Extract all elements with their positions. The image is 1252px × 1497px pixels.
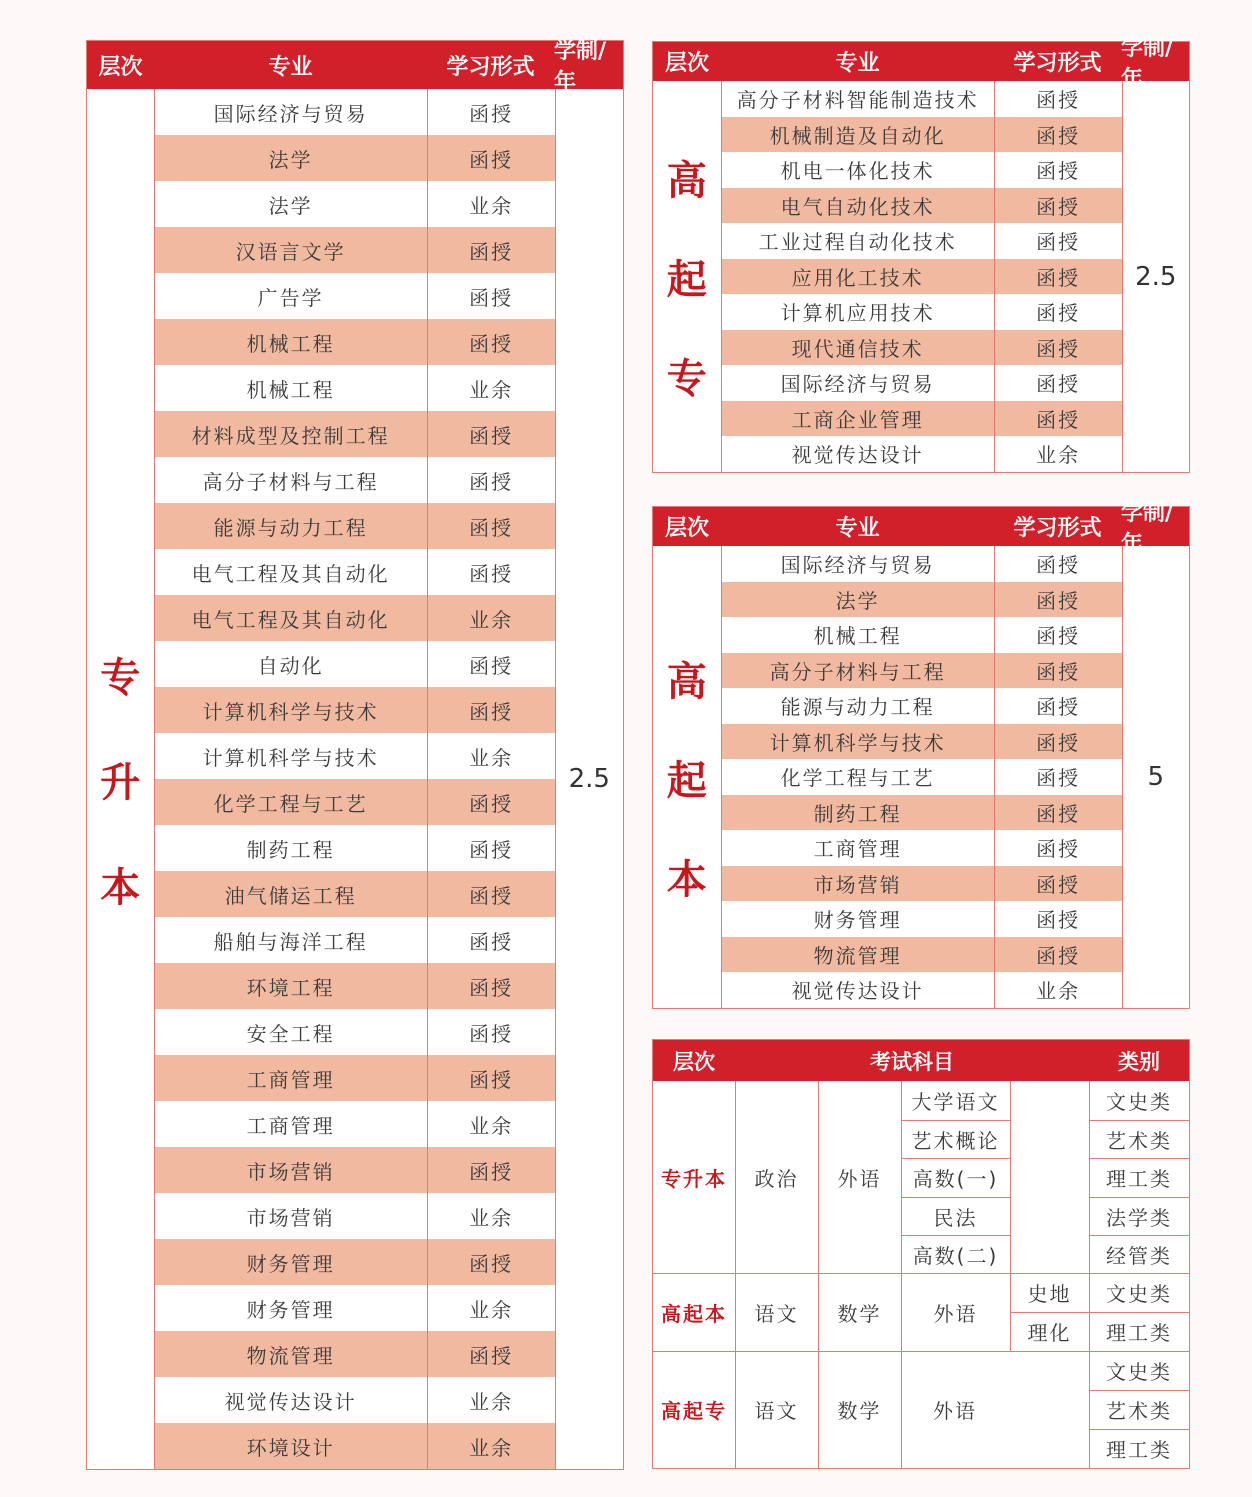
major-cell: 制药工程 xyxy=(155,825,428,871)
exam-subject: 外语 xyxy=(933,1399,977,1423)
form-cell: 函授 xyxy=(1036,230,1081,255)
table-row xyxy=(722,223,1122,259)
major-cell: 制药工程 xyxy=(722,795,995,831)
table-row xyxy=(155,549,555,595)
table-row xyxy=(155,871,555,917)
exam-category: 理工类 xyxy=(1106,1321,1172,1345)
table-row xyxy=(155,917,555,963)
major-cell: 化学工程与工艺 xyxy=(155,779,428,825)
major-cell: 视觉传达设计 xyxy=(722,436,995,472)
major-cell: 高分子材料与工程 xyxy=(155,457,428,503)
form-cell: 函授 xyxy=(469,975,514,1000)
header-level: 层次 xyxy=(664,51,709,76)
table-row xyxy=(722,830,1122,866)
exam-subject: 语文 xyxy=(754,1399,799,1423)
major-cell: 工商管理 xyxy=(155,1055,428,1101)
exam-header-subjects: 考试科目 xyxy=(870,1049,954,1074)
form-cell: 函授 xyxy=(1036,407,1081,432)
major-cell: 能源与动力工程 xyxy=(722,688,995,724)
major-cell: 计算机科学与技术 xyxy=(155,687,428,733)
major-cell: 机械工程 xyxy=(155,365,428,411)
level-label: 高 起 专 xyxy=(653,81,722,472)
form-cell: 函授 xyxy=(469,331,514,356)
form-cell: 业余 xyxy=(1036,443,1081,468)
major-cell: 工商管理 xyxy=(722,830,995,866)
header-duration: 学制/年 xyxy=(1121,500,1174,557)
exam-subject: 外语 xyxy=(837,1166,882,1191)
table-gqb xyxy=(652,500,1190,1009)
form-cell: 函授 xyxy=(1036,837,1081,862)
table-row xyxy=(155,503,555,549)
table-row xyxy=(722,546,1122,582)
major-cell: 化学工程与工艺 xyxy=(722,759,995,795)
exam-category: 文史类 xyxy=(1106,1090,1172,1114)
exam-subject: 高数(一) xyxy=(912,1167,999,1191)
major-cell: 环境工程 xyxy=(155,963,428,1009)
form-cell: 函授 xyxy=(469,423,514,448)
table-row xyxy=(722,259,1122,295)
major-cell: 高分子材料与工程 xyxy=(722,653,995,689)
level-label: 专 升 本 xyxy=(87,89,155,1469)
table-header xyxy=(653,500,1189,557)
header-form: 学习形式 xyxy=(1013,516,1102,541)
table-row xyxy=(155,273,555,319)
exam-category: 艺术类 xyxy=(1106,1128,1172,1153)
form-cell: 函授 xyxy=(1036,88,1081,113)
table-row xyxy=(722,901,1122,937)
table-row xyxy=(155,227,555,273)
major-cell: 市场营销 xyxy=(155,1147,428,1193)
form-cell: 函授 xyxy=(469,1067,514,1092)
table-row xyxy=(722,436,1122,472)
form-cell: 函授 xyxy=(469,883,514,908)
major-cell: 计算机科学与技术 xyxy=(155,733,428,779)
table-row xyxy=(155,1101,555,1147)
header-major: 专业 xyxy=(835,516,880,541)
major-cell: 机械工程 xyxy=(722,617,995,653)
major-cell: 现代通信技术 xyxy=(722,330,995,366)
form-cell: 函授 xyxy=(1036,301,1081,326)
form-cell: 函授 xyxy=(1036,159,1081,184)
form-cell: 函授 xyxy=(469,515,514,540)
major-cell: 电气工程及其自动化 xyxy=(155,595,428,641)
table-row xyxy=(722,401,1122,437)
major-cell: 能源与动力工程 xyxy=(155,503,428,549)
major-cell: 法学 xyxy=(155,135,428,181)
table-row xyxy=(155,1285,555,1331)
form-cell: 函授 xyxy=(1036,372,1081,397)
form-cell: 函授 xyxy=(1036,194,1081,219)
major-cell: 市场营销 xyxy=(722,866,995,902)
major-cell: 环境设计 xyxy=(155,1423,428,1469)
table-header xyxy=(87,39,623,95)
table-row xyxy=(155,181,555,227)
exam-level-zsb: 专升本 xyxy=(661,1166,727,1191)
header-level: 层次 xyxy=(664,516,709,541)
table-row xyxy=(155,365,555,411)
exam-header xyxy=(653,1040,1189,1081)
form-cell: 函授 xyxy=(469,561,514,586)
form-cell: 函授 xyxy=(1036,624,1081,649)
exam-header-level: 层次 xyxy=(673,1049,715,1074)
form-cell: 函授 xyxy=(469,791,514,816)
header-duration: 学制/年 xyxy=(554,39,607,95)
table-row xyxy=(155,733,555,779)
form-cell: 函授 xyxy=(469,469,514,494)
table-row xyxy=(722,81,1122,117)
form-cell: 函授 xyxy=(1036,766,1081,791)
major-cell: 物流管理 xyxy=(722,937,995,973)
table-row xyxy=(722,152,1122,188)
major-cell: 船舶与海洋工程 xyxy=(155,917,428,963)
level-label: 高 起 本 xyxy=(653,546,722,1008)
form-cell: 函授 xyxy=(469,1343,514,1368)
exam-subject: 史地 xyxy=(1027,1282,1072,1306)
exam-subject: 艺术概论 xyxy=(911,1128,1000,1153)
table-row xyxy=(155,89,555,135)
exam-category: 经管类 xyxy=(1106,1243,1172,1268)
major-cell: 机电一体化技术 xyxy=(722,152,995,188)
major-cell: 高分子材料智能制造技术 xyxy=(722,81,995,117)
exam-category: 法学类 xyxy=(1106,1205,1172,1230)
exam-category: 理工类 xyxy=(1106,1167,1172,1191)
major-cell: 国际经济与贸易 xyxy=(722,546,995,582)
header-form: 学习形式 xyxy=(446,54,535,80)
table-row xyxy=(722,972,1122,1008)
table-row xyxy=(155,779,555,825)
exam-category: 文史类 xyxy=(1106,1282,1172,1306)
form-cell: 函授 xyxy=(469,699,514,724)
major-cell: 工业过程自动化技术 xyxy=(722,223,995,259)
duration-value: 2.5 xyxy=(1122,81,1190,472)
form-cell: 函授 xyxy=(1036,943,1081,968)
major-cell: 应用化工技术 xyxy=(722,259,995,295)
major-cell: 法学 xyxy=(722,582,995,618)
table-row xyxy=(155,1193,555,1239)
table-row xyxy=(155,1377,555,1423)
major-cell: 机械制造及自动化 xyxy=(722,117,995,153)
duration-value: 5 xyxy=(1122,546,1190,1008)
major-cell: 工商企业管理 xyxy=(722,401,995,437)
exam-subject: 外语 xyxy=(933,1301,978,1326)
form-cell: 函授 xyxy=(469,1251,514,1276)
form-cell: 函授 xyxy=(1036,659,1081,684)
major-cell: 财务管理 xyxy=(722,901,995,937)
exam-category: 理工类 xyxy=(1106,1438,1172,1462)
form-cell: 函授 xyxy=(1036,123,1081,148)
form-cell: 业余 xyxy=(469,607,514,632)
form-cell: 函授 xyxy=(1036,265,1081,290)
table-row xyxy=(155,135,555,181)
major-cell: 视觉传达设计 xyxy=(155,1377,428,1423)
major-list xyxy=(722,546,1122,1008)
major-cell: 工商管理 xyxy=(155,1101,428,1147)
header-form: 学习形式 xyxy=(1013,51,1102,76)
form-cell: 函授 xyxy=(1036,908,1081,933)
form-cell: 函授 xyxy=(1036,553,1081,578)
major-cell: 汉语言文学 xyxy=(155,227,428,273)
header-major: 专业 xyxy=(268,54,313,80)
exam-category: 艺术类 xyxy=(1106,1399,1172,1423)
table-row xyxy=(155,411,555,457)
form-cell: 业余 xyxy=(469,377,514,402)
table-row xyxy=(155,687,555,733)
form-cell: 业余 xyxy=(469,1205,514,1230)
table-row xyxy=(722,795,1122,831)
exam-category: 文史类 xyxy=(1106,1360,1172,1384)
form-cell: 业余 xyxy=(469,1389,514,1414)
major-cell: 电气工程及其自动化 xyxy=(155,549,428,595)
table-row xyxy=(155,963,555,1009)
exam-subject: 民法 xyxy=(933,1205,978,1230)
exam-header-category: 类别 xyxy=(1118,1049,1160,1074)
table-row xyxy=(155,1239,555,1285)
major-cell: 国际经济与贸易 xyxy=(155,89,428,135)
exam-subject: 高数(二) xyxy=(912,1243,999,1268)
major-cell: 安全工程 xyxy=(155,1009,428,1055)
form-cell: 函授 xyxy=(1036,730,1081,755)
form-cell: 函授 xyxy=(469,239,514,264)
table-row xyxy=(155,457,555,503)
header-level: 层次 xyxy=(98,54,143,80)
form-cell: 函授 xyxy=(469,285,514,310)
table-row xyxy=(155,595,555,641)
major-cell: 视觉传达设计 xyxy=(722,972,995,1008)
table-row xyxy=(722,117,1122,153)
exam-subject: 数学 xyxy=(837,1399,882,1423)
major-cell: 法学 xyxy=(155,181,428,227)
major-list xyxy=(155,89,555,1469)
table-row xyxy=(155,1331,555,1377)
table-row xyxy=(722,365,1122,401)
form-cell: 业余 xyxy=(469,745,514,770)
major-cell: 财务管理 xyxy=(155,1239,428,1285)
duration-value: 2.5 xyxy=(555,89,624,1469)
table-row xyxy=(722,688,1122,724)
exam-subject: 理化 xyxy=(1027,1321,1072,1345)
table-row xyxy=(722,653,1122,689)
major-cell: 物流管理 xyxy=(155,1331,428,1377)
form-cell: 函授 xyxy=(469,1021,514,1046)
table-row xyxy=(722,330,1122,366)
major-cell: 材料成型及控制工程 xyxy=(155,411,428,457)
exam-table xyxy=(652,1039,1190,1469)
form-cell: 函授 xyxy=(1036,872,1081,897)
major-cell: 财务管理 xyxy=(155,1285,428,1331)
form-cell: 函授 xyxy=(469,929,514,954)
table-row xyxy=(155,825,555,871)
table-row xyxy=(155,1423,555,1469)
table-row xyxy=(155,319,555,365)
header-major: 专业 xyxy=(835,51,880,76)
major-list xyxy=(722,81,1122,472)
table-row xyxy=(722,582,1122,618)
exam-subject: 大学语文 xyxy=(911,1090,1000,1114)
table-row xyxy=(155,1055,555,1101)
table-row xyxy=(155,1147,555,1193)
form-cell: 函授 xyxy=(469,101,514,126)
exam-subject: 政治 xyxy=(754,1166,799,1191)
form-cell: 函授 xyxy=(469,653,514,678)
major-cell: 计算机科学与技术 xyxy=(722,724,995,760)
table-row xyxy=(722,188,1122,224)
form-cell: 函授 xyxy=(1036,695,1081,720)
table-row xyxy=(722,866,1122,902)
major-cell: 自动化 xyxy=(155,641,428,687)
form-cell: 业余 xyxy=(469,193,514,218)
table-gqz xyxy=(652,35,1190,473)
table-zsb xyxy=(86,40,624,1470)
header-duration: 学制/年 xyxy=(1121,35,1174,92)
table-row xyxy=(722,294,1122,330)
form-cell: 业余 xyxy=(469,1297,514,1322)
major-cell: 计算机应用技术 xyxy=(722,294,995,330)
table-row xyxy=(155,641,555,687)
major-cell: 国际经济与贸易 xyxy=(722,365,995,401)
exam-subject: 数学 xyxy=(837,1301,882,1326)
form-cell: 业余 xyxy=(469,1113,514,1138)
form-cell: 函授 xyxy=(1036,588,1081,613)
table-row xyxy=(722,937,1122,973)
exam-level-gqb: 高起本 xyxy=(661,1301,727,1326)
table-row xyxy=(155,1009,555,1055)
major-cell: 广告学 xyxy=(155,273,428,319)
form-cell: 函授 xyxy=(469,837,514,862)
major-cell: 市场营销 xyxy=(155,1193,428,1239)
form-cell: 函授 xyxy=(469,147,514,172)
form-cell: 业余 xyxy=(1036,979,1081,1004)
form-cell: 函授 xyxy=(1036,336,1081,361)
major-cell: 油气储运工程 xyxy=(155,871,428,917)
table-row xyxy=(722,759,1122,795)
form-cell: 业余 xyxy=(469,1435,514,1460)
exam-level-gqz: 高起专 xyxy=(661,1399,727,1423)
table-row xyxy=(722,724,1122,760)
exam-subject: 语文 xyxy=(754,1301,799,1326)
major-cell: 机械工程 xyxy=(155,319,428,365)
form-cell: 函授 xyxy=(1036,801,1081,826)
major-cell: 电气自动化技术 xyxy=(722,188,995,224)
table-row xyxy=(722,617,1122,653)
form-cell: 函授 xyxy=(469,1159,514,1184)
table-header xyxy=(653,35,1189,92)
